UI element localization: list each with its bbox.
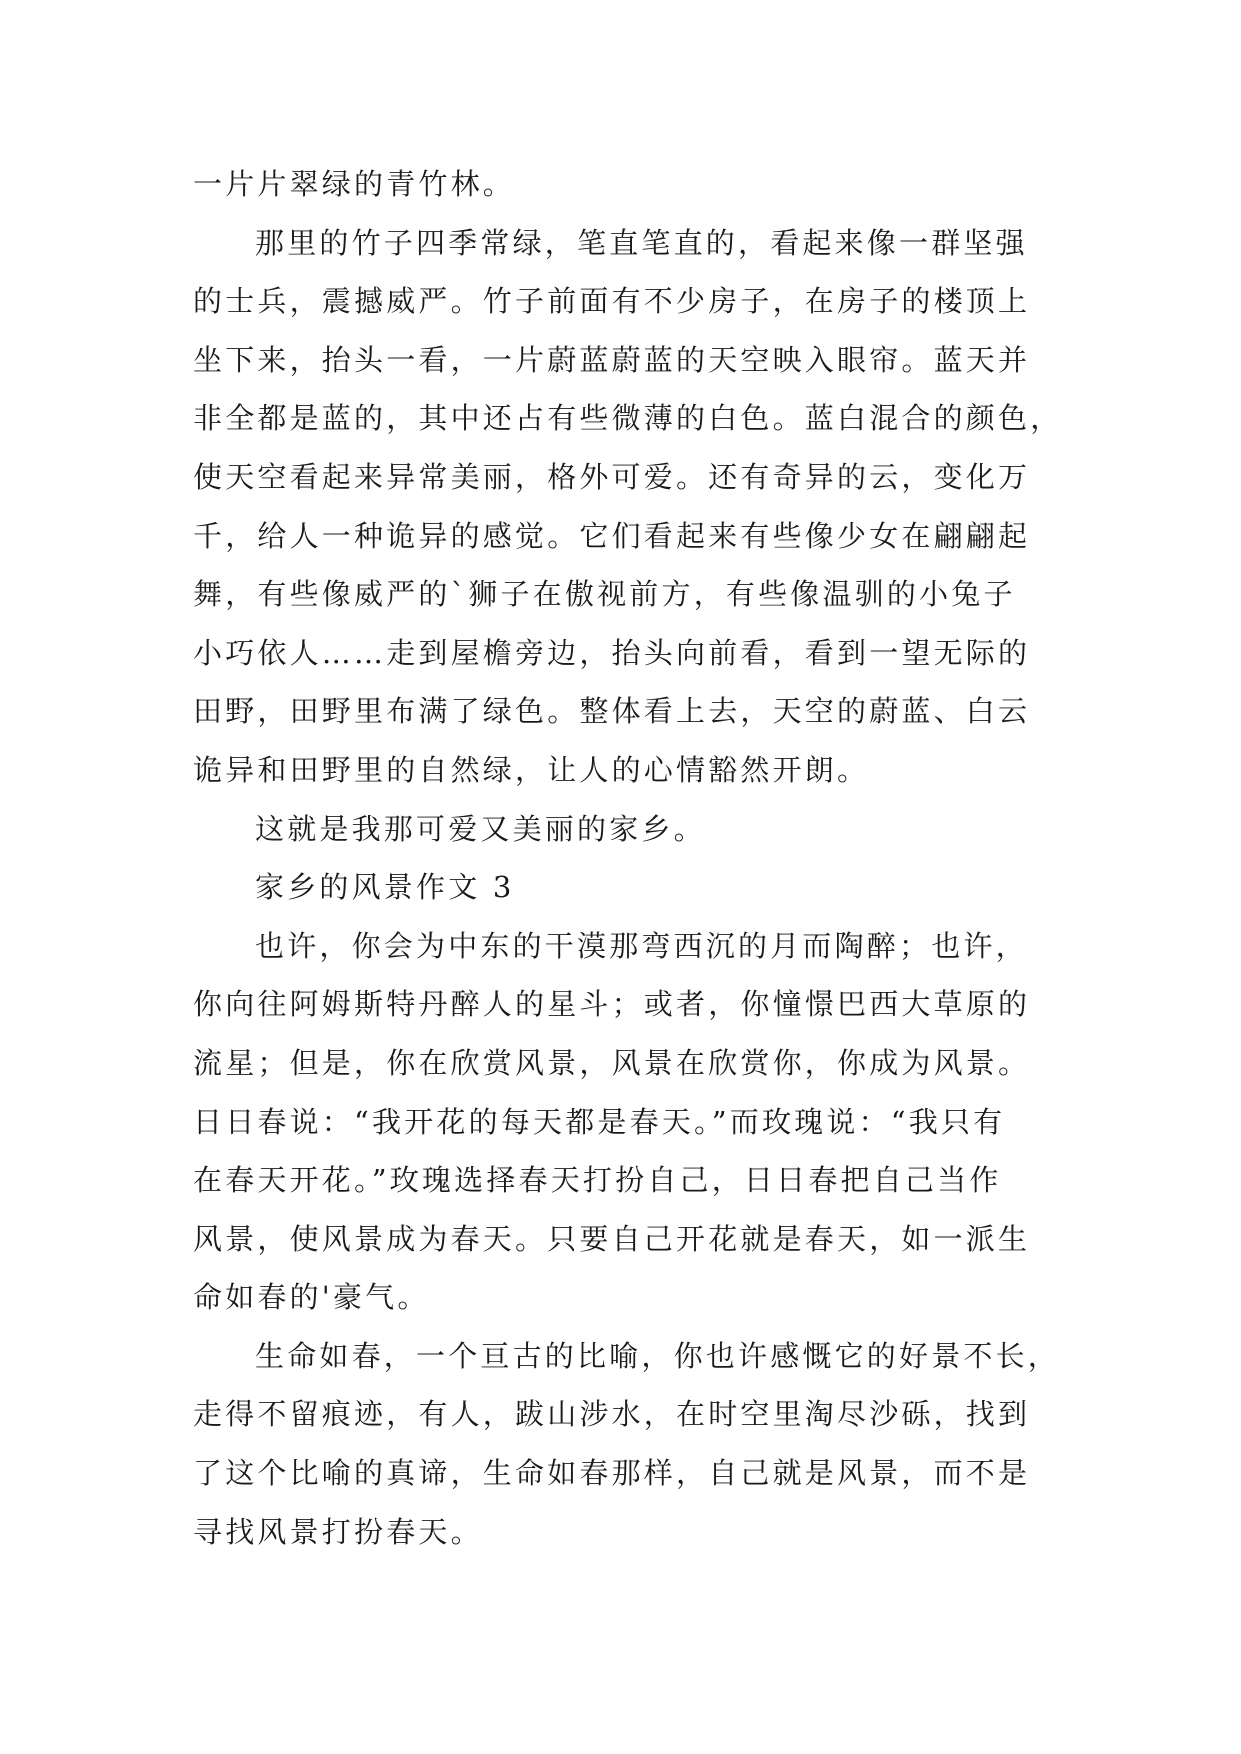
text-line: 在春天开花。”玫瑰选择春天打扮自己，日日春把自己当作 [193,1163,1002,1198]
text-line: 一片片翠绿的青竹林。 [193,167,516,201]
text-line: 舞，有些像威严的`狮子在傲视前方，有些像温驯的小兔子 [193,577,1016,612]
text-line: 流星；但是，你在欣赏风景，风景在欣赏你，你成为风景。 [193,1045,1031,1080]
text-line: 风景，使风景成为春天。只要自己开花就是春天，如一派生 [193,1221,1031,1256]
text-line: 千，给人一种诡异的感觉。它们看起来有些像少女在翩翩起 [193,518,1031,553]
text-line: 诡异和田野里的自然绿，让人的心情豁然开朗。 [193,752,870,787]
text-line: 使天空看起来异常美丽，格外可爱。还有奇异的云，变化万 [193,459,1031,494]
text-line: 那里的竹子四季常绿，笔直笔直的，看起来像一群坚强 [255,225,1028,260]
text-line: 了这个比喻的真谛，生命如春那样，自己就是风景，而不是 [193,1456,1031,1491]
text-line: 命如春的'豪气。 [193,1280,430,1315]
text-line: 这就是我那可爱又美丽的家乡。 [255,811,706,846]
text-line: 走得不留痕迹，有人，跋山涉水，在时空里淘尽沙砾，找到 [193,1397,1031,1432]
document-body [193,155,1063,1561]
text-line: 生命如春，一个亘古的比喻，你也许感慨它的好景不长， [255,1338,1061,1373]
text-line: 的士兵，震撼威严。竹子前面有不少房子，在房子的楼顶上 [193,284,1031,319]
text-line: 也许，你会为中东的干漠那弯西沉的月而陶醉；也许， [255,928,1028,963]
text-line: 小巧依人……走到屋檐旁边，抬头向前看，看到一望无际的 [193,635,1031,670]
text-line: 田野，田野里布满了绿色。整体看上去，天空的蔚蓝、白云 [193,694,1031,729]
text-line: 坐下来，抬头一看，一片蔚蓝蔚蓝的天空映入眼帘。蓝天并 [193,342,1031,377]
section-heading: 家乡的风景作文 3 [255,870,515,905]
text-line: 你向往阿姆斯特丹醉人的星斗；或者，你憧憬巴西大草原的 [193,987,1031,1022]
text-line: 日日春说：“我开花的每天都是春天。”而玫瑰说：“我只有 [193,1104,1006,1139]
text-line: 寻找风景打扮春天。 [193,1514,483,1549]
text-line: 非全都是蓝的，其中还占有些微薄的白色。蓝白混合的颜色， [193,401,1063,436]
